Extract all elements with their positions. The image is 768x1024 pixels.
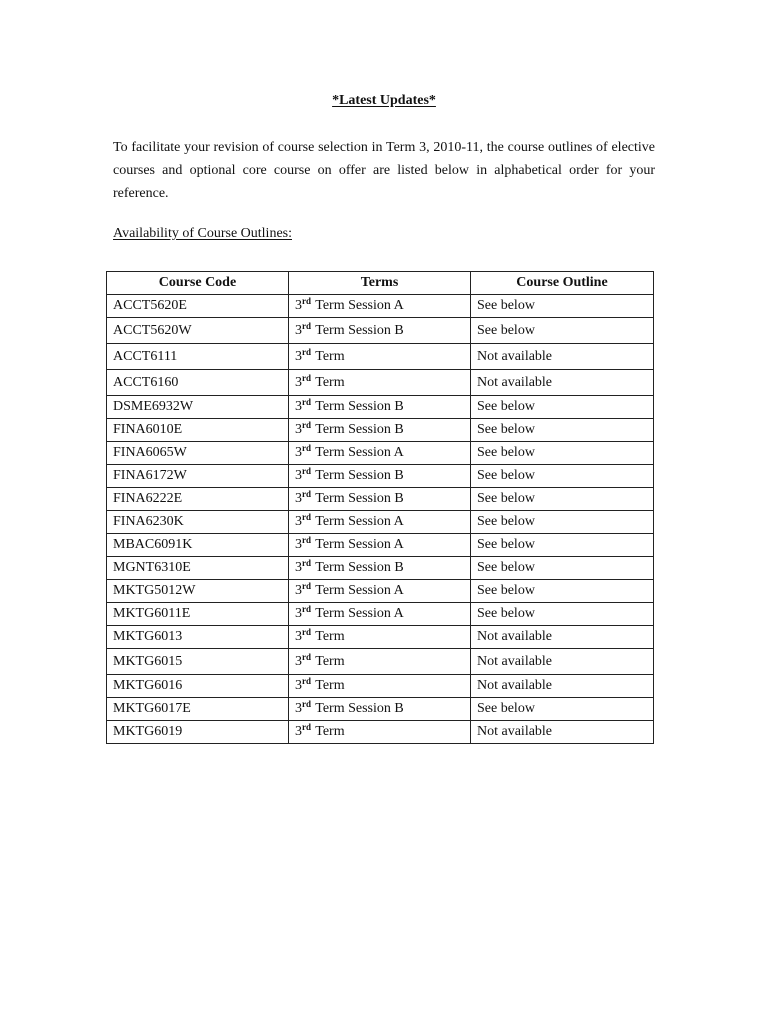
term-cell: [289, 649, 471, 675]
course-code-cell: FINA6172W: [107, 465, 289, 488]
term-cell: [289, 465, 471, 488]
term-cell: [289, 442, 471, 465]
term-ordinal-suffix: rd: [302, 296, 311, 306]
course-code-cell: MBAC6091K: [107, 534, 289, 557]
term-cell: [289, 370, 471, 396]
term-label: Term: [312, 629, 345, 644]
course-code-cell: MGNT6310E: [107, 557, 289, 580]
course-outline-cell: Not available: [471, 370, 654, 396]
table-row: [107, 698, 654, 721]
term-label: Term Session A: [312, 537, 404, 552]
term-number: 3: [295, 422, 302, 437]
term-ordinal-suffix: rd: [302, 676, 311, 686]
column-header-terms: Terms: [289, 272, 471, 295]
course-outline-cell: See below: [471, 295, 654, 318]
term-label: Term Session A: [312, 583, 404, 598]
term-label: Term: [312, 653, 345, 669]
table-row: [107, 511, 654, 534]
course-code-cell: ACCT6111: [107, 344, 289, 370]
term-number: 3: [295, 491, 302, 506]
course-code-cell: MKTG6019: [107, 721, 289, 744]
term-number: 3: [295, 724, 302, 739]
term-label: Term: [312, 724, 345, 739]
term-number: 3: [295, 348, 302, 364]
course-code-cell: FINA6230K: [107, 511, 289, 534]
term-number: 3: [295, 653, 302, 669]
course-outline-cell: Not available: [471, 649, 654, 675]
term-ordinal-suffix: rd: [302, 397, 311, 407]
course-code-cell: FINA6010E: [107, 419, 289, 442]
table-row: [107, 626, 654, 649]
term-ordinal-suffix: rd: [302, 627, 311, 637]
section-heading: Availability of Course Outlines:: [113, 226, 292, 241]
course-code-cell: ACCT6160: [107, 370, 289, 396]
term-number: 3: [295, 322, 302, 338]
term-number: 3: [295, 514, 302, 529]
course-code-cell: DSME6932W: [107, 396, 289, 419]
term-ordinal-suffix: rd: [302, 535, 311, 545]
term-ordinal-suffix: rd: [302, 581, 311, 591]
term-ordinal-suffix: rd: [302, 512, 311, 522]
term-ordinal-suffix: rd: [302, 722, 311, 732]
course-outline-cell: See below: [471, 465, 654, 488]
term-number: 3: [295, 606, 302, 621]
course-code-cell: MKTG6011E: [107, 603, 289, 626]
term-label: Term: [312, 678, 345, 693]
term-cell: [289, 511, 471, 534]
term-ordinal-suffix: rd: [302, 489, 311, 499]
course-code-cell: MKTG6017E: [107, 698, 289, 721]
course-outline-cell: See below: [471, 534, 654, 557]
table-row: [107, 370, 654, 396]
table-row: [107, 488, 654, 511]
course-code-cell: FINA6222E: [107, 488, 289, 511]
term-cell: [289, 344, 471, 370]
term-cell: [289, 318, 471, 344]
term-number: 3: [295, 445, 302, 460]
term-ordinal-suffix: rd: [302, 651, 311, 662]
term-label: Term Session B: [312, 701, 404, 716]
course-outline-cell: See below: [471, 488, 654, 511]
term-ordinal-suffix: rd: [302, 420, 311, 430]
term-label: Term: [312, 348, 345, 364]
table-row: [107, 557, 654, 580]
course-code-cell: MKTG6013: [107, 626, 289, 649]
term-number: 3: [295, 298, 302, 313]
course-code-cell: ACCT5620E: [107, 295, 289, 318]
course-outline-cell: Not available: [471, 344, 654, 370]
term-ordinal-suffix: rd: [302, 443, 311, 453]
term-number: 3: [295, 583, 302, 598]
column-header-course-outline: Course Outline: [471, 272, 654, 295]
term-ordinal-suffix: rd: [302, 466, 311, 476]
table-row: [107, 419, 654, 442]
intro-paragraph: To facilitate your revision of course selection in Term 3, 2010-11, the course outlines of elective courses and optional core course on offer are listed below in alphabetical order for your reference.: [113, 140, 655, 201]
term-label: Term Session B: [312, 491, 404, 506]
term-ordinal-suffix: rd: [302, 699, 311, 709]
course-outline-table: [106, 271, 654, 744]
course-outline-cell: See below: [471, 580, 654, 603]
term-number: 3: [295, 537, 302, 552]
term-label: Term: [312, 374, 345, 390]
term-label: Term Session B: [312, 422, 404, 437]
table-row: [107, 534, 654, 557]
term-number: 3: [295, 678, 302, 693]
term-ordinal-suffix: rd: [302, 320, 311, 331]
table-row: [107, 580, 654, 603]
course-outline-cell: See below: [471, 419, 654, 442]
course-outline-cell: See below: [471, 318, 654, 344]
table-row: [107, 721, 654, 744]
page-heading: *Latest Updates*: [332, 93, 436, 108]
term-label: Term Session A: [312, 606, 404, 621]
table-row: [107, 295, 654, 318]
term-label: Term Session B: [312, 560, 404, 575]
course-outline-cell: See below: [471, 442, 654, 465]
term-label: Term Session A: [312, 514, 404, 529]
table-row: [107, 649, 654, 675]
term-cell: [289, 580, 471, 603]
term-cell: [289, 488, 471, 511]
term-ordinal-suffix: rd: [302, 372, 311, 383]
term-ordinal-suffix: rd: [302, 558, 311, 568]
term-cell: [289, 698, 471, 721]
term-number: 3: [295, 399, 302, 414]
term-cell: [289, 626, 471, 649]
course-code-cell: MKTG6016: [107, 675, 289, 698]
table-row: [107, 318, 654, 344]
course-outline-cell: Not available: [471, 721, 654, 744]
course-outline-cell: Not available: [471, 675, 654, 698]
term-label: Term Session A: [312, 445, 404, 460]
term-number: 3: [295, 374, 302, 390]
term-label: Term Session B: [312, 468, 404, 483]
course-code-cell: ACCT5620W: [107, 318, 289, 344]
term-number: 3: [295, 629, 302, 644]
term-cell: [289, 721, 471, 744]
term-cell: [289, 557, 471, 580]
term-cell: [289, 419, 471, 442]
course-code-cell: FINA6065W: [107, 442, 289, 465]
term-number: 3: [295, 468, 302, 483]
term-ordinal-suffix: rd: [302, 346, 311, 357]
table-row: [107, 465, 654, 488]
term-label: Term Session B: [312, 322, 404, 338]
table-row: [107, 396, 654, 419]
term-cell: [289, 603, 471, 626]
course-outline-cell: See below: [471, 511, 654, 534]
term-number: 3: [295, 560, 302, 575]
table-row: [107, 442, 654, 465]
table-row: [107, 603, 654, 626]
table-row: [107, 675, 654, 698]
term-number: 3: [295, 701, 302, 716]
course-outline-cell: See below: [471, 698, 654, 721]
table-body: [107, 295, 654, 744]
term-cell: [289, 675, 471, 698]
course-outline-cell: Not available: [471, 626, 654, 649]
table-header-row: [107, 272, 654, 295]
term-cell: [289, 295, 471, 318]
term-cell: [289, 396, 471, 419]
term-label: Term Session A: [312, 298, 404, 313]
course-code-cell: MKTG6015: [107, 649, 289, 675]
term-ordinal-suffix: rd: [302, 604, 311, 614]
course-outline-cell: See below: [471, 396, 654, 419]
table-row: [107, 344, 654, 370]
term-cell: [289, 534, 471, 557]
course-code-cell: MKTG5012W: [107, 580, 289, 603]
course-outline-cell: See below: [471, 603, 654, 626]
term-label: Term Session B: [312, 399, 404, 414]
course-outline-cell: See below: [471, 557, 654, 580]
column-header-course-code: Course Code: [107, 272, 289, 295]
